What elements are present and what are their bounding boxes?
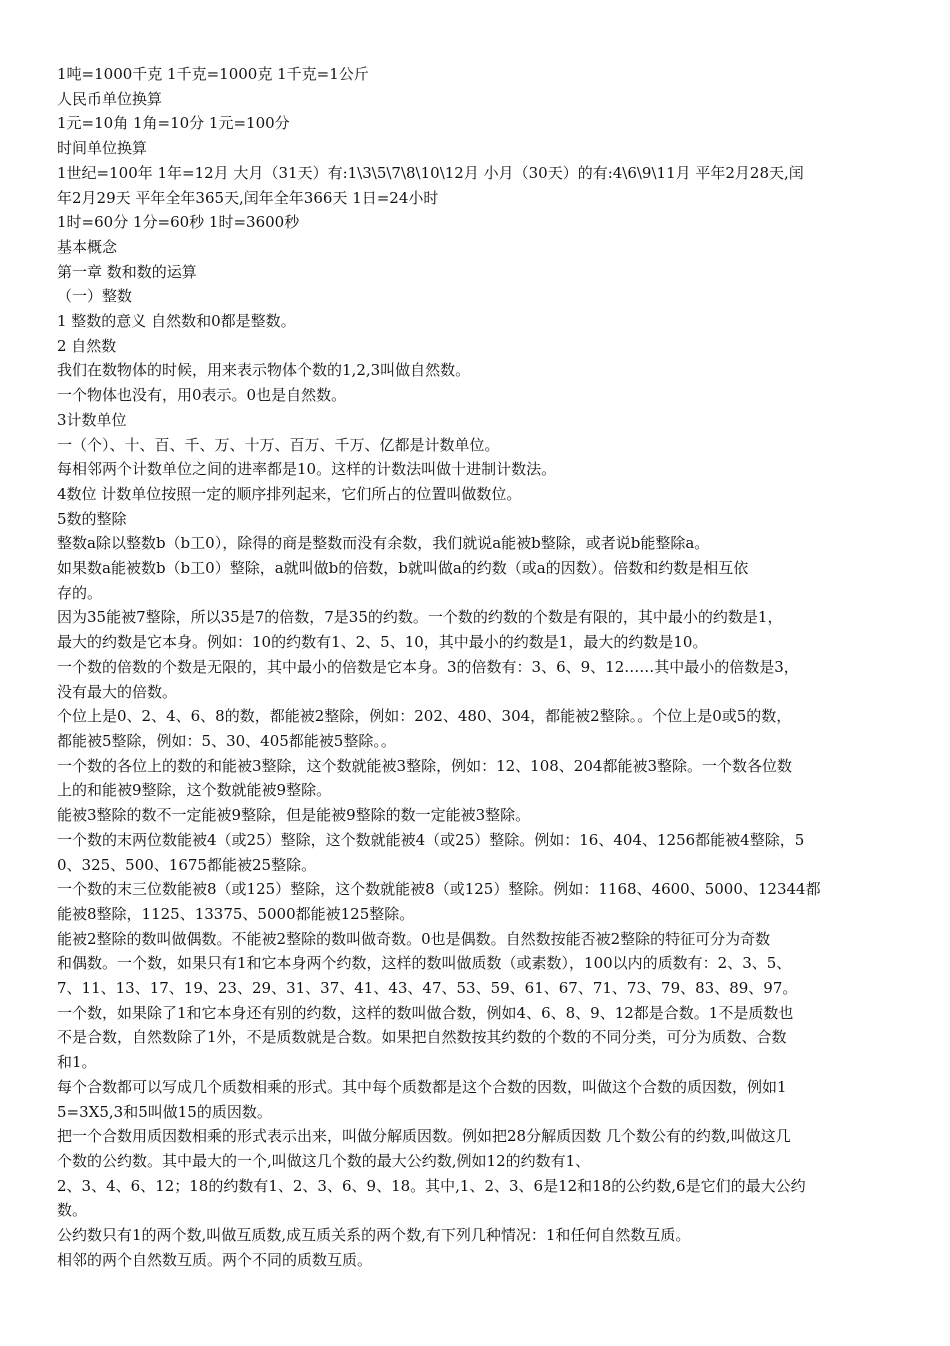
text-line: 时间单位换算 (57, 139, 148, 158)
text-line: 最大的约数是它本身。例如：10的约数有1、2、5、10，其中最小的约数是1，最大的约数是10。 (57, 633, 708, 652)
text-line: 1时=60分 1分=60秒 1时=3600秒 (57, 213, 300, 232)
text-line: 5=3X5,3和5叫做15的质因数。 (57, 1102, 272, 1121)
text-line: 能被8整除，1125、13375、5000都能被125整除。 (57, 904, 415, 923)
text-line: 2、3、4、6、12；18的约数有1、2、3、6、9、18。其中,1、2、3、6是12和18的公约数,6是它们的最大公约 (57, 1176, 806, 1195)
text-line: 整数a除以整数b（b工0），除得的商是整数而没有余数，我们就说a能被b整除，或者说b能整除a。 (57, 534, 710, 553)
text-line: 一个数的末三位数能被8（或125）整除，这个数就能被8（或125）整除。例如：1168、4600、5000、12344都 (57, 880, 821, 899)
text-line: 存的。 (57, 583, 103, 602)
text-line: 相邻的两个自然数互质。两个不同的质数互质。 (57, 1250, 373, 1269)
text-line: （一）整数 (57, 287, 133, 306)
text-line: 一个数的倍数的个数是无限的，其中最小的倍数是它本身。3的倍数有：3、6、9、12……其中最小的倍数是3， (57, 657, 799, 676)
text-line: 能被3整除的数不一定能被9整除，但是能被9整除的数一定能被3整除。 (57, 806, 531, 825)
text-line: 把一个合数用质因数相乘的形式表示出来，叫做分解质因数。例如把28分解质因数 几个数公有的约数,叫做这几 (57, 1127, 791, 1146)
text-line: 公约数只有1的两个数,叫做互质数,成互质关系的两个数,有下列几种情况：1和任何自然数互质。 (57, 1226, 691, 1245)
text-line: 1世纪=100年 1年=12月 大月（31天）有:1\3\5\7\8\10\12月 小月（30天）的有:4\6\9\11月 平年2月28天,闰 (57, 163, 804, 182)
text-line: 我们在数物体的时候，用来表示物体个数的1,2,3叫做自然数。 (57, 361, 471, 380)
text-line: 个数的公约数。其中最大的一个,叫做这几个数的最大公约数,例如12的约数有1、 (57, 1151, 591, 1170)
text-line: 一个物体也没有，用0表示。0也是自然数。 (57, 386, 347, 405)
text-line: 上的和能被9整除，这个数就能被9整除。 (57, 781, 332, 800)
text-line: 4数位 计数单位按照一定的顺序排列起来，它们所占的位置叫做数位。 (57, 484, 522, 503)
text-line: 年2月29天 平年全年365天,闰年全年366天 1日=24小时 (57, 188, 439, 207)
text-line: 一个数的各位上的数的和能被3整除，这个数就能被3整除，例如：12、108、204都能被3整除。一个数各位数 (57, 756, 792, 775)
text-line: 一（个）、十、百、千、万、十万、百万、千万、亿都是计数单位。 (57, 435, 500, 454)
text-line: 一个数，如果除了1和它本身还有别的约数，这样的数叫做合数，例如4、6、8、9、12都是合数。1不是质数也 (57, 1003, 794, 1022)
text-line: 因为35能被7整除，所以35是7的倍数，7是35的约数。一个数的约数的个数是有限的，其中最小的约数是1， (57, 608, 783, 627)
text-line: 2 自然数 (57, 336, 117, 355)
text-line: 一个数的末两位数能被4（或25）整除，这个数就能被4（或25）整除。例如：16、404、1256都能被4整除，5 (57, 830, 805, 849)
text-line: 不是合数，自然数除了1外，不是质数就是合数。如果把自然数按其约数的个数的不同分类，可分为质数、合数 (57, 1028, 787, 1047)
text-line: 没有最大的倍数。 (57, 682, 178, 701)
text-line: 第一章 数和数的运算 (57, 262, 197, 281)
text-line: 如果数a能被数b（b工0）整除，a就叫做b的倍数，b就叫做a的约数（或a的因数）。倍数和约数是相互依 (57, 559, 749, 578)
text-line: 每相邻两个计数单位之间的进率都是10。这样的计数法叫做十进制计数法。 (57, 460, 557, 479)
text-line: 人民币单位换算 (57, 89, 163, 108)
text-line: 每个合数都可以写成几个质数相乘的形式。其中每个质数都是这个合数的因数，叫做这个合数的质因数，例如1 (57, 1077, 787, 1096)
document-page (57, 62, 897, 1272)
text-line: 7、11、13、17、19、23、29、31、37、41、43、47、53、59、61、67、71、73、79、83、89、97。 (57, 979, 798, 998)
text-line: 个位上是0、2、4、6、8的数，都能被2整除，例如：202、480、304，都能被2整除。。个位上是0或5的数， (57, 707, 792, 726)
text-line: 和1。 (57, 1053, 97, 1072)
text-line: 数。 (57, 1201, 88, 1220)
text-line: 能被2整除的数叫做偶数。不能被2整除的数叫做奇数。0也是偶数。自然数按能否被2整除的特征可分为奇数 (57, 929, 771, 948)
text-line: 基本概念 (57, 237, 118, 256)
text-line: 1吨=1000千克 1千克=1000克 1千克=1公斤 (57, 65, 369, 83)
text-line: 5数的整除 (57, 509, 127, 528)
text-line: 0、325、500、1675都能被25整除。 (57, 855, 317, 874)
text-line: 1 整数的意义 自然数和0都是整数。 (57, 312, 296, 331)
text-line: 3计数单位 (57, 410, 127, 429)
text-line: 和偶数。一个数，如果只有1和它本身两个约数，这样的数叫做质数（或素数），100以内的质数有：2、3、5、 (57, 954, 792, 973)
text-line: 都能被5整除，例如：5、30、405都能被5整除。。 (57, 731, 396, 750)
text-line: 1元=10角 1角=10分 1元=100分 (57, 114, 290, 133)
